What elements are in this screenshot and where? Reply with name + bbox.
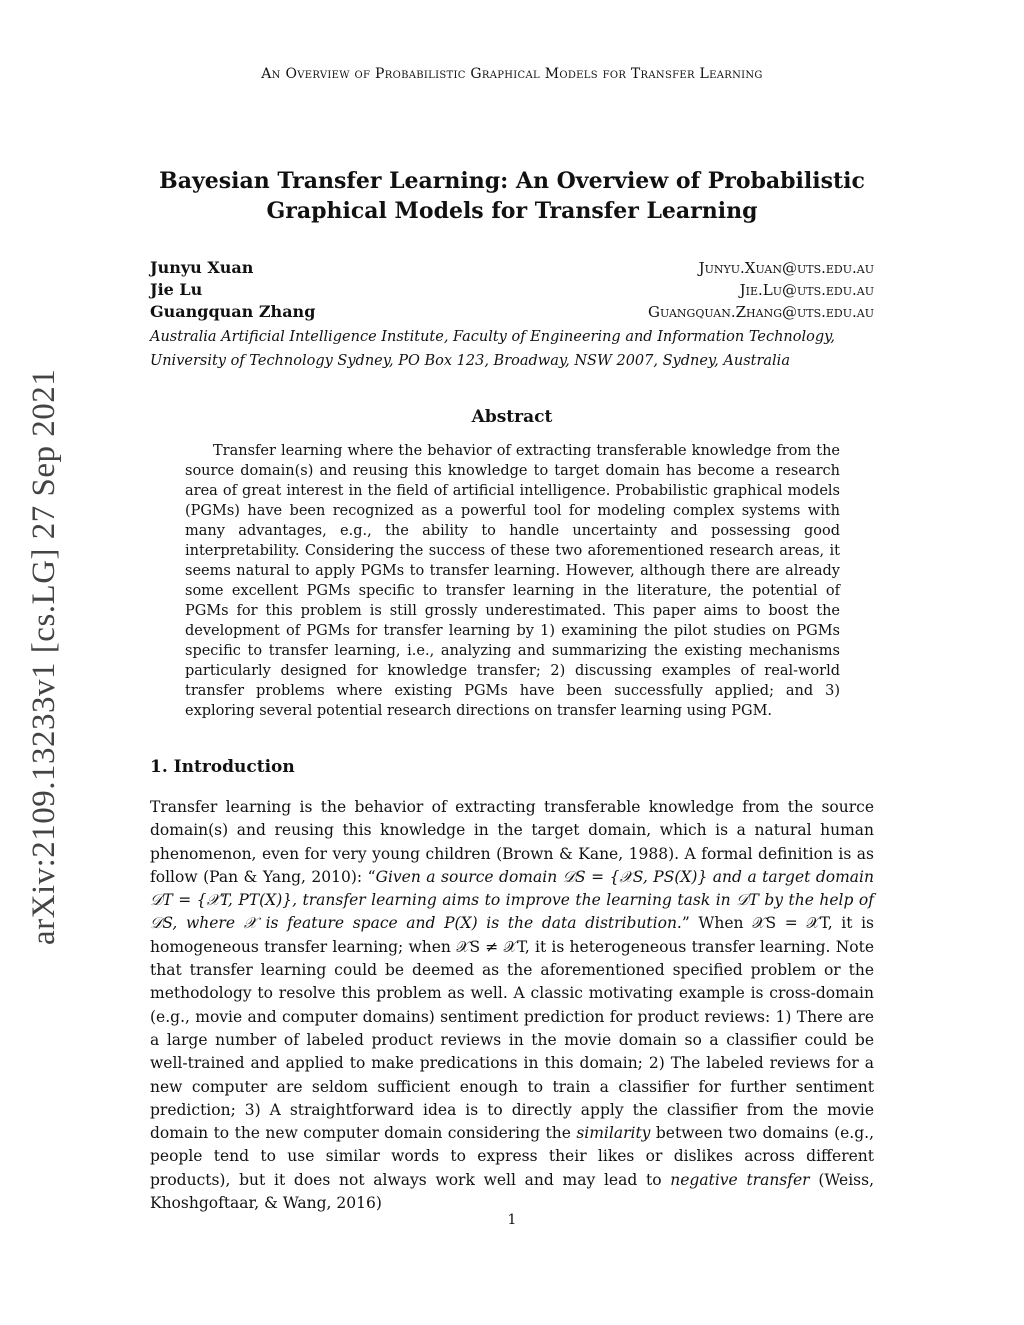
author-name: Jie Lu bbox=[150, 280, 203, 299]
running-head: An Overview of Probabilistic Graphical Models for Transfer Learning bbox=[261, 66, 763, 82]
arxiv-identifier: arXiv:2109.13233v1 [cs.LG] 27 Sep 2021 bbox=[26, 368, 62, 945]
author-block bbox=[150, 257, 874, 373]
intro-text: ” When 𝒳S = 𝒳T, it is homogeneous transfer learning; when 𝒳S ≠ 𝒳T, it is heterogeneous transfer learning. Note that transfer learning could be deemed as the aforementioned specified problem or the methodology to resolve this problem as well. A classic motivating example is cross-domain (e.g., movie and computer domains) sentiment prediction for product reviews: 1) There are a large number of labeled product reviews in the movie domain so a classifier could be well-trained and applied to make predications in this domain; 2) The labeled reviews for a new computer are seldom sufficient enough to train a classifier for further sentiment prediction; 3) A straightforward idea is to directly apply the classifier from the movie domain to the new computer domain considering the bbox=[150, 914, 874, 1143]
author-email: Guangquan.Zhang@uts.edu.au bbox=[648, 303, 874, 321]
abstract-text: Transfer learning where the behavior of extracting transferable knowledge from the source domain(s) and reusing this knowledge to target domain has become a research area of great interest in the field of artificial intelligence. Probabilistic graphical models (PGMs) have been recognized as a powerful tool for modeling complex systems with many advantages, e.g., the ability to handle uncertainty and possessing good interpretability. Considering the success of these two aforementioned research areas, it seems natural to apply PGMs to transfer learning. However, although there are already some excellent PGMs specific to transfer learning in the literature, the potential of PGMs for this problem is still grossly underestimated. This paper aims to boost the development of PGMs for transfer learning by 1) examining the pilot studies on PGMs specific to transfer learning, i.e., analyzing and summarizing the existing mechanisms particularly designed for knowledge transfer; 2) discussing examples of real-world transfer problems where existing PGMs have been successfully applied; and 3) exploring several potential research directions on transfer learning using PGM. bbox=[185, 443, 840, 719]
affiliation: Australia Artificial Intelligence Institute, Faculty of Engineering and Information Technology, University of Technology Sydney, PO Box 123, Broadway, NSW 2007, Sydney, Australia bbox=[150, 329, 836, 369]
page-number: 1 bbox=[507, 1212, 517, 1228]
author-name: Guangquan Zhang bbox=[150, 302, 316, 321]
emphasis-negative-transfer: negative transfer bbox=[670, 1170, 810, 1189]
author-row bbox=[150, 279, 874, 301]
paper-title: Bayesian Transfer Learning: An Overview of Probabilistic Graphical Models for Transfer Learning bbox=[159, 168, 865, 224]
abstract-heading: Abstract bbox=[471, 407, 553, 427]
section-heading-introduction: 1. Introduction bbox=[150, 757, 295, 777]
author-row bbox=[150, 301, 874, 323]
author-email: Junyu.Xuan@uts.edu.au bbox=[698, 259, 874, 277]
emphasis-similarity: similarity bbox=[576, 1124, 651, 1143]
intro-text: Transfer learning is the behavior of extracting transferable knowledge from the source domain(s) and reusing this knowledge in the target domain, which is a natural human phenomenon, even for very young children (Brown & Kane, 1988). A formal definition is as follow (Pan & Yang, 2010): “ bbox=[150, 798, 874, 886]
introduction-paragraph bbox=[150, 796, 874, 1215]
intro-text: (Weiss, Khoshgoftaar, & Wang, 2016) bbox=[150, 1170, 875, 1213]
author-row bbox=[150, 257, 874, 279]
author-name: Junyu Xuan bbox=[150, 258, 254, 277]
definition-quote: Given a source domain 𝒟S = {𝒳S, PS(X)} and a target domain 𝒟T = {𝒳T, PT(X)}, transfer learning aims to improve the learning task in 𝒟T by the help of 𝒟S, where 𝒳 is feature space and P(X) is the data distribution. bbox=[150, 867, 874, 933]
author-email: Jie.Lu@uts.edu.au bbox=[739, 281, 874, 299]
intro-text: between two domains (e.g., people tend to use similar words to express their likes or dislikes across different products), but it does not always work well and may lead to bbox=[150, 1124, 874, 1189]
